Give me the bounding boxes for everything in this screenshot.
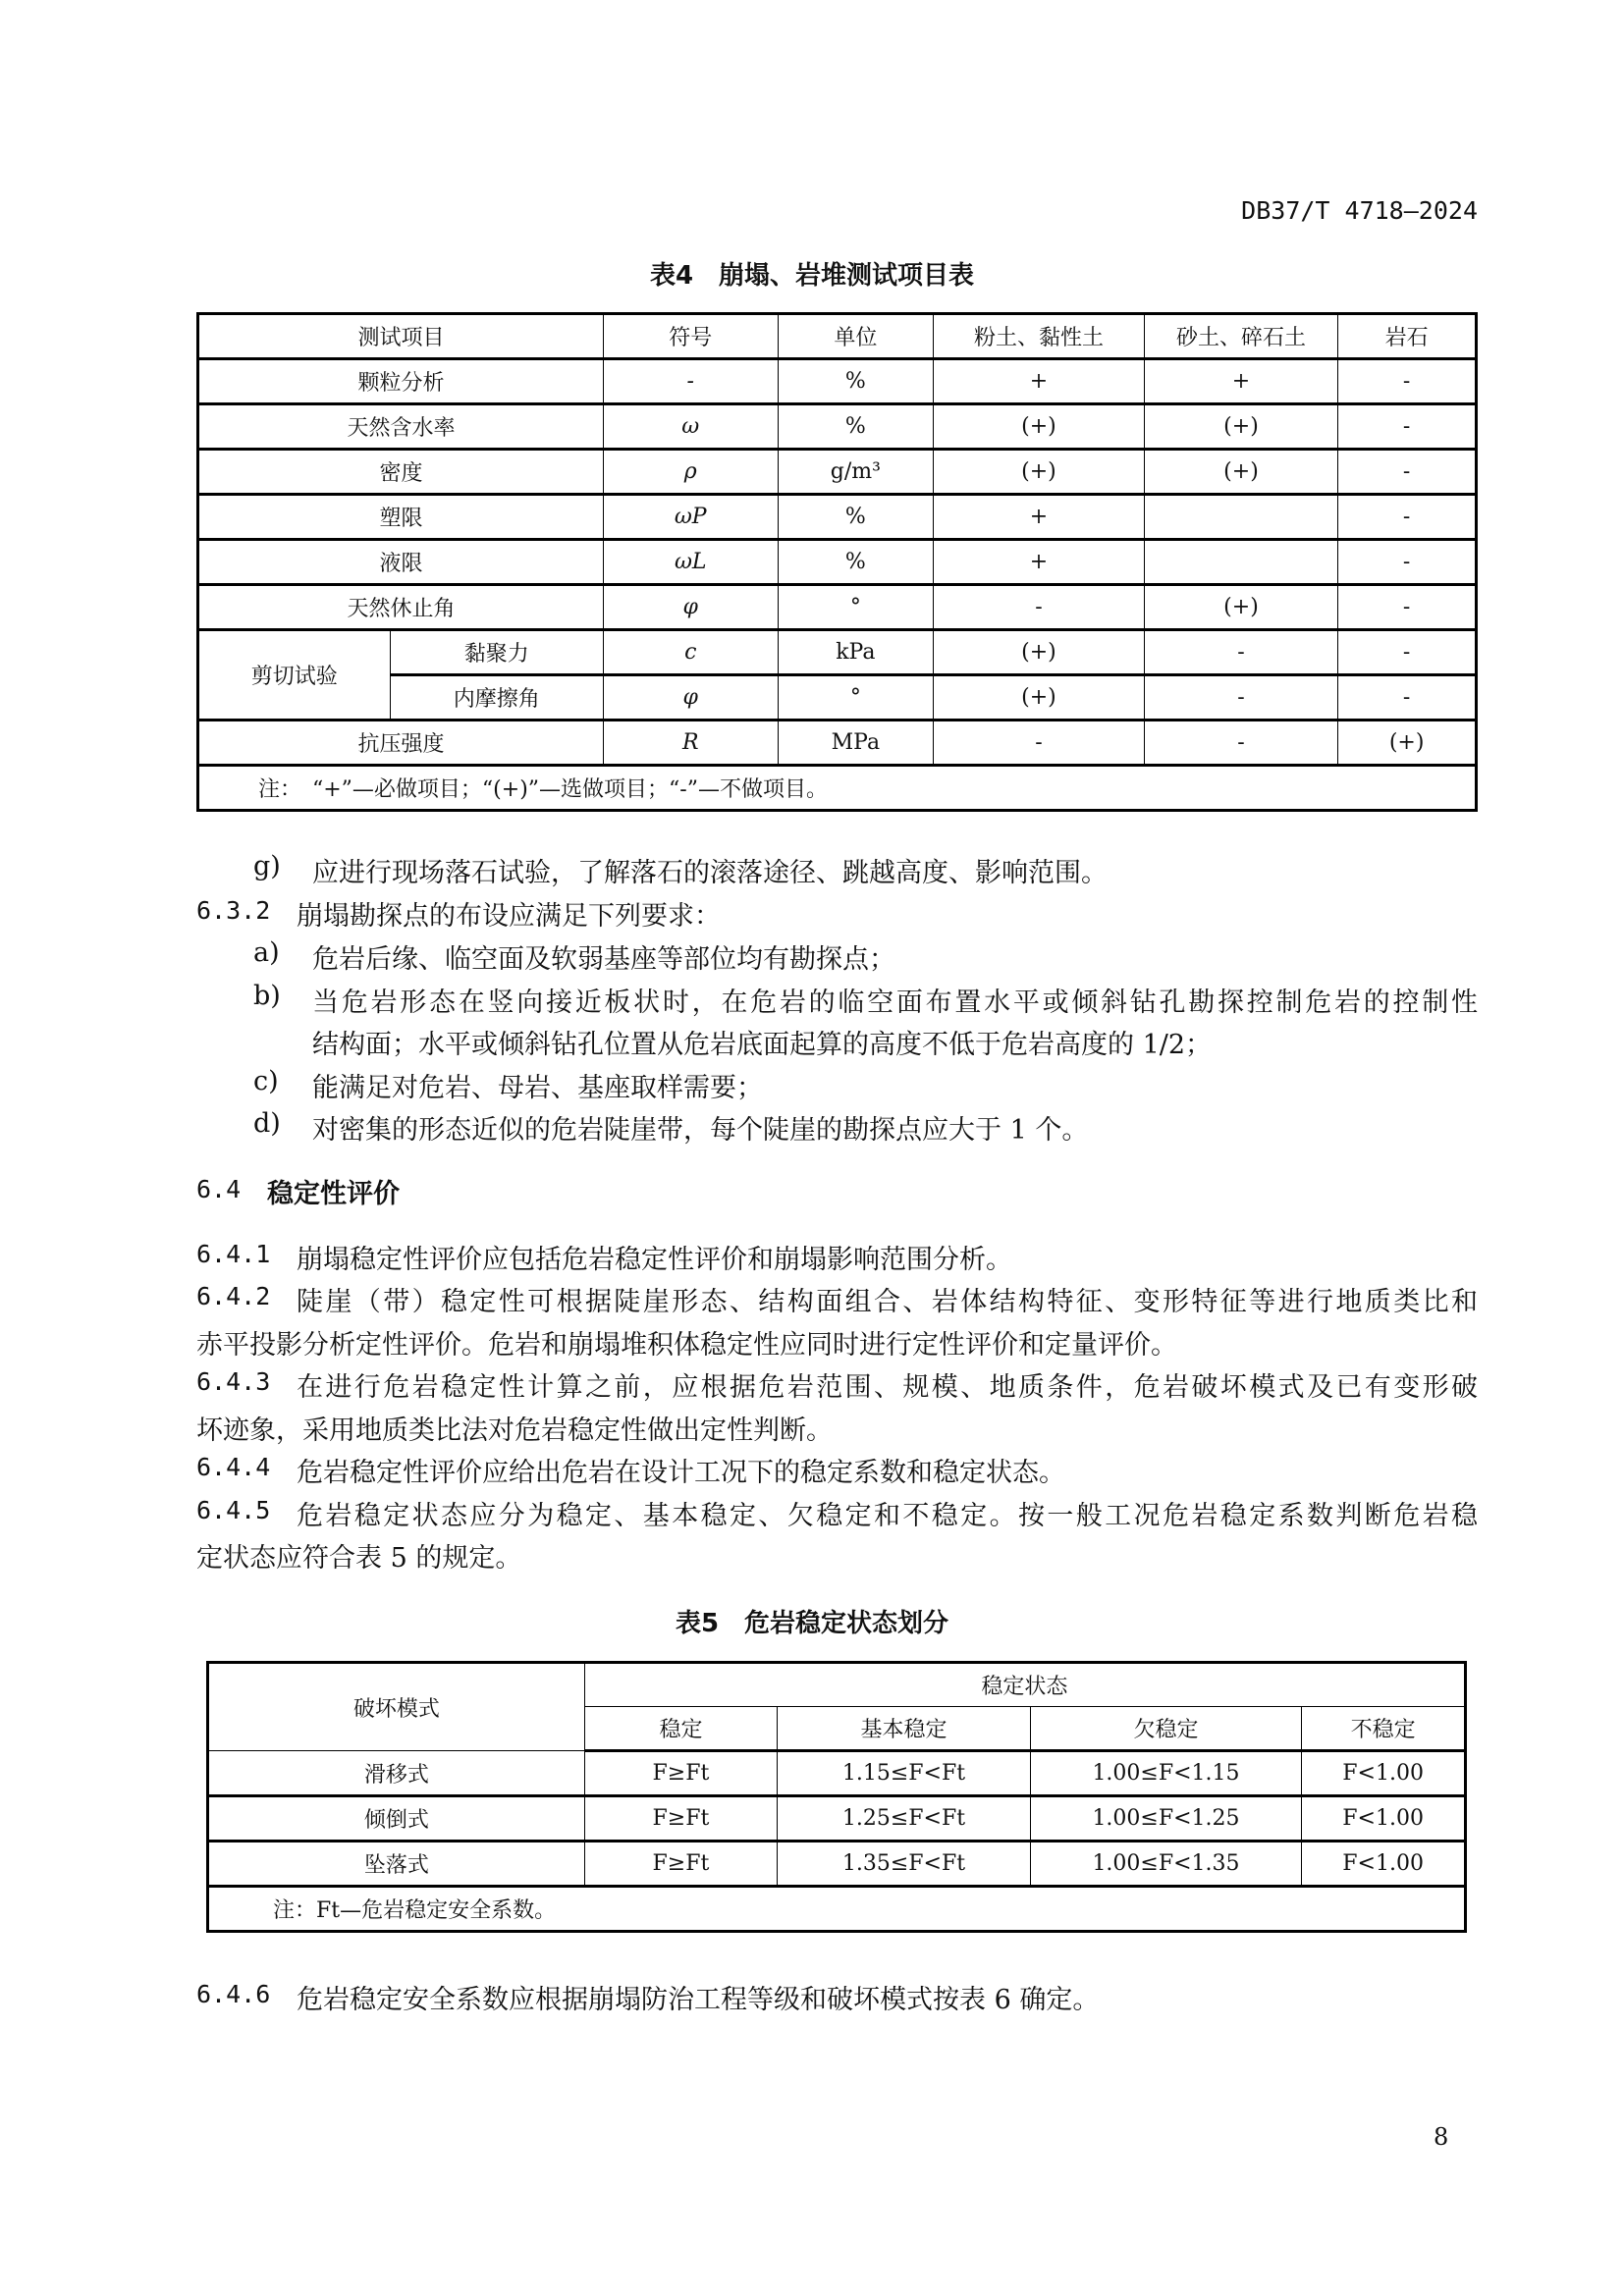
col-header: 符号 <box>603 314 778 359</box>
paragraph-line: 危岩后缘、临空面及软弱基座等部位均有勘探点； <box>312 944 895 975</box>
table-cell: (+) <box>1338 721 1477 766</box>
table-cell: - <box>1338 585 1477 630</box>
table-cell <box>1144 495 1338 540</box>
table-cell: (+) <box>934 675 1145 721</box>
table-cell: (+) <box>1144 450 1338 495</box>
paragraph-line: 崩塌稳定性评价应包括危岩稳定性评价和崩塌影响范围分析。 <box>297 1245 1012 1275</box>
table-cell: 1.15≤F<Ft <box>778 1751 1031 1796</box>
paragraph-line: 危岩稳定安全系数应根据崩塌防治工程等级和破坏模式按表 6 确定。 <box>297 1985 1100 2015</box>
table-cell: (+) <box>934 404 1145 450</box>
table4 <box>196 312 1478 812</box>
item-label: c) <box>253 1066 279 1096</box>
table-cell: - <box>603 359 778 404</box>
table-cell: kPa <box>778 630 934 675</box>
row-group-label: 剪切试验 <box>198 630 391 721</box>
table-cell: 1.00≤F<1.25 <box>1030 1796 1302 1842</box>
table-cell: φ <box>603 585 778 630</box>
table-cell: 1.00≤F<1.15 <box>1030 1751 1302 1796</box>
col-header: 粉土、黏性土 <box>934 314 1145 359</box>
clause-number: 6.4.1 <box>196 1240 271 1268</box>
table-cell: (+) <box>934 450 1145 495</box>
paragraph-line: 应进行现场落石试验，了解落石的滚落途径、跳越高度、影响范围。 <box>312 858 1108 888</box>
table-cell: ωL <box>603 540 778 585</box>
table-cell: 密度 <box>198 450 604 495</box>
table-cell: F≥Ft <box>584 1796 778 1842</box>
section-number: 6.4 <box>196 1175 242 1203</box>
table-cell: ° <box>778 585 934 630</box>
table-cell: - <box>1338 404 1477 450</box>
table-cell: c <box>603 630 778 675</box>
table-cell: - <box>934 585 1145 630</box>
paragraph-line: 当危岩形态在竖向接近板状时，在危岩的临空面布置水平或倾斜钻孔勘探控制危岩的控制性 <box>312 988 1478 1018</box>
table5 <box>206 1661 1467 1933</box>
table-cell: - <box>934 721 1145 766</box>
paragraph-line: 危岩稳定状态应分为稳定、基本稳定、欠稳定和不稳定。按一般工况危岩稳定系数判断危岩稳 <box>297 1501 1478 1531</box>
table-cell: 内摩擦角 <box>390 675 603 721</box>
table-row <box>208 1751 1466 1796</box>
table-cell: 液限 <box>198 540 604 585</box>
table4-title: 表4 崩塌、岩堆测试项目表 <box>649 261 975 291</box>
col-header: 砂土、碎石土 <box>1144 314 1338 359</box>
col-header: 破坏模式 <box>208 1663 585 1751</box>
table-cell: 倾倒式 <box>208 1796 585 1842</box>
item-label: g) <box>253 851 281 881</box>
table-cell: F<1.00 <box>1302 1751 1466 1796</box>
table-cell: - <box>1144 630 1338 675</box>
col-header: 基本稳定 <box>778 1707 1031 1751</box>
table-header-row <box>198 314 1477 359</box>
table-cell: g/m³ <box>778 450 934 495</box>
table-cell: % <box>778 495 934 540</box>
table-cell: F<1.00 <box>1302 1796 1466 1842</box>
table-cell: ° <box>778 675 934 721</box>
table-row <box>208 1796 1466 1842</box>
paragraph-line: 坏迹象，采用地质类比法对危岩稳定性做出定性判断。 <box>196 1415 833 1446</box>
table-cell: ρ <box>603 450 778 495</box>
table-cell: MPa <box>778 721 934 766</box>
clause-number: 6.4.4 <box>196 1453 271 1481</box>
paragraph-line: 陡崖（带）稳定性可根据陡崖形态、结构面组合、岩体结构特征、变形特征等进行地质类比和 <box>297 1287 1478 1317</box>
col-header: 稳定 <box>584 1707 778 1751</box>
standard-number: DB37/T 4718—2024 <box>1241 196 1478 225</box>
table-cell: - <box>1338 540 1477 585</box>
table-cell: 黏聚力 <box>390 630 603 675</box>
col-header: 岩石 <box>1338 314 1477 359</box>
item-label: a) <box>253 937 280 968</box>
col-header: 欠稳定 <box>1030 1707 1302 1751</box>
table-cell: R <box>603 721 778 766</box>
clause-number: 6.3.2 <box>196 896 271 925</box>
clause-number: 6.4.3 <box>196 1367 271 1396</box>
table-row <box>198 585 1477 630</box>
table-cell: - <box>1144 675 1338 721</box>
col-header: 稳定状态 <box>584 1663 1465 1707</box>
table-cell: + <box>934 359 1145 404</box>
table-row <box>198 359 1477 404</box>
table-cell: F≥Ft <box>584 1842 778 1887</box>
table-row <box>198 540 1477 585</box>
table-cell: % <box>778 540 934 585</box>
table-cell: - <box>1338 675 1477 721</box>
table-row <box>198 721 1477 766</box>
paragraph-line: 能满足对危岩、母岩、基座取样需要； <box>312 1073 763 1103</box>
col-header: 测试项目 <box>198 314 604 359</box>
table-cell: 天然含水率 <box>198 404 604 450</box>
clause-number: 6.4.6 <box>196 1980 271 2008</box>
table-cell: - <box>1144 721 1338 766</box>
item-label: b) <box>253 981 281 1011</box>
table-row <box>198 675 1477 721</box>
page-number: 8 <box>1434 2123 1449 2151</box>
table-cell: - <box>1338 630 1477 675</box>
paragraph-line: 定状态应符合表 5 的规定。 <box>196 1543 522 1574</box>
table-cell: (+) <box>1144 585 1338 630</box>
table-cell: F<1.00 <box>1302 1842 1466 1887</box>
table-cell: ω <box>603 404 778 450</box>
paragraph-line: 在进行危岩稳定性计算之前，应根据危岩范围、规模、地质条件，危岩破坏模式及已有变形破 <box>297 1372 1478 1403</box>
col-header: 不稳定 <box>1302 1707 1466 1751</box>
paragraph-line: 危岩稳定性评价应给出危岩在设计工况下的稳定系数和稳定状态。 <box>297 1458 1065 1488</box>
table-cell: (+) <box>1144 404 1338 450</box>
paragraph-line: 结构面；水平或倾斜钻孔位置从危岩底面起算的高度不低于危岩高度的 1/2； <box>312 1030 1213 1060</box>
table-cell: % <box>778 404 934 450</box>
table-cell <box>1144 540 1338 585</box>
table-cell: 1.00≤F<1.35 <box>1030 1842 1302 1887</box>
table-cell: % <box>778 359 934 404</box>
paragraph-line: 赤平投影分析定性评价。危岩和崩塌堆积体稳定性应同时进行定性评价和定量评价。 <box>196 1330 1177 1361</box>
item-label: d) <box>253 1108 281 1139</box>
table5-note: 注：Ft—危岩稳定安全系数。 <box>208 1887 1466 1932</box>
table-cell: + <box>1144 359 1338 404</box>
clause-number: 6.4.5 <box>196 1496 271 1524</box>
table-cell: - <box>1338 450 1477 495</box>
table4-note: 注： “+”—必做项目；“(+)”—选做项目；“-”—不做项目。 <box>198 766 1477 811</box>
table-cell: 天然休止角 <box>198 585 604 630</box>
table-cell: 1.35≤F<Ft <box>778 1842 1031 1887</box>
table-row <box>198 450 1477 495</box>
table-row <box>198 495 1477 540</box>
table-row <box>208 1842 1466 1887</box>
table-cell: 坠落式 <box>208 1842 585 1887</box>
table-cell: 塑限 <box>198 495 604 540</box>
section-title: 稳定性评价 <box>267 1179 400 1209</box>
table-cell: 颗粒分析 <box>198 359 604 404</box>
paragraph-line: 崩塌勘探点的布设应满足下列要求： <box>297 901 721 932</box>
col-header: 单位 <box>778 314 934 359</box>
table-cell: + <box>934 495 1145 540</box>
table-cell: (+) <box>934 630 1145 675</box>
table-row <box>198 404 1477 450</box>
table5-title: 表5 危岩稳定状态划分 <box>675 1609 949 1638</box>
table-cell: ωP <box>603 495 778 540</box>
table-cell: + <box>934 540 1145 585</box>
table-cell: φ <box>603 675 778 721</box>
table-cell: 抗压强度 <box>198 721 604 766</box>
table-cell: - <box>1338 495 1477 540</box>
table-cell: 1.25≤F<Ft <box>778 1796 1031 1842</box>
table-cell: - <box>1338 359 1477 404</box>
paragraph-line: 对密集的形态近似的危岩陡崖带，每个陡崖的勘探点应大于 1 个。 <box>312 1115 1089 1146</box>
table-row <box>198 630 1477 675</box>
table-cell: F≥Ft <box>584 1751 778 1796</box>
clause-number: 6.4.2 <box>196 1282 271 1310</box>
table-cell: 滑移式 <box>208 1751 585 1796</box>
